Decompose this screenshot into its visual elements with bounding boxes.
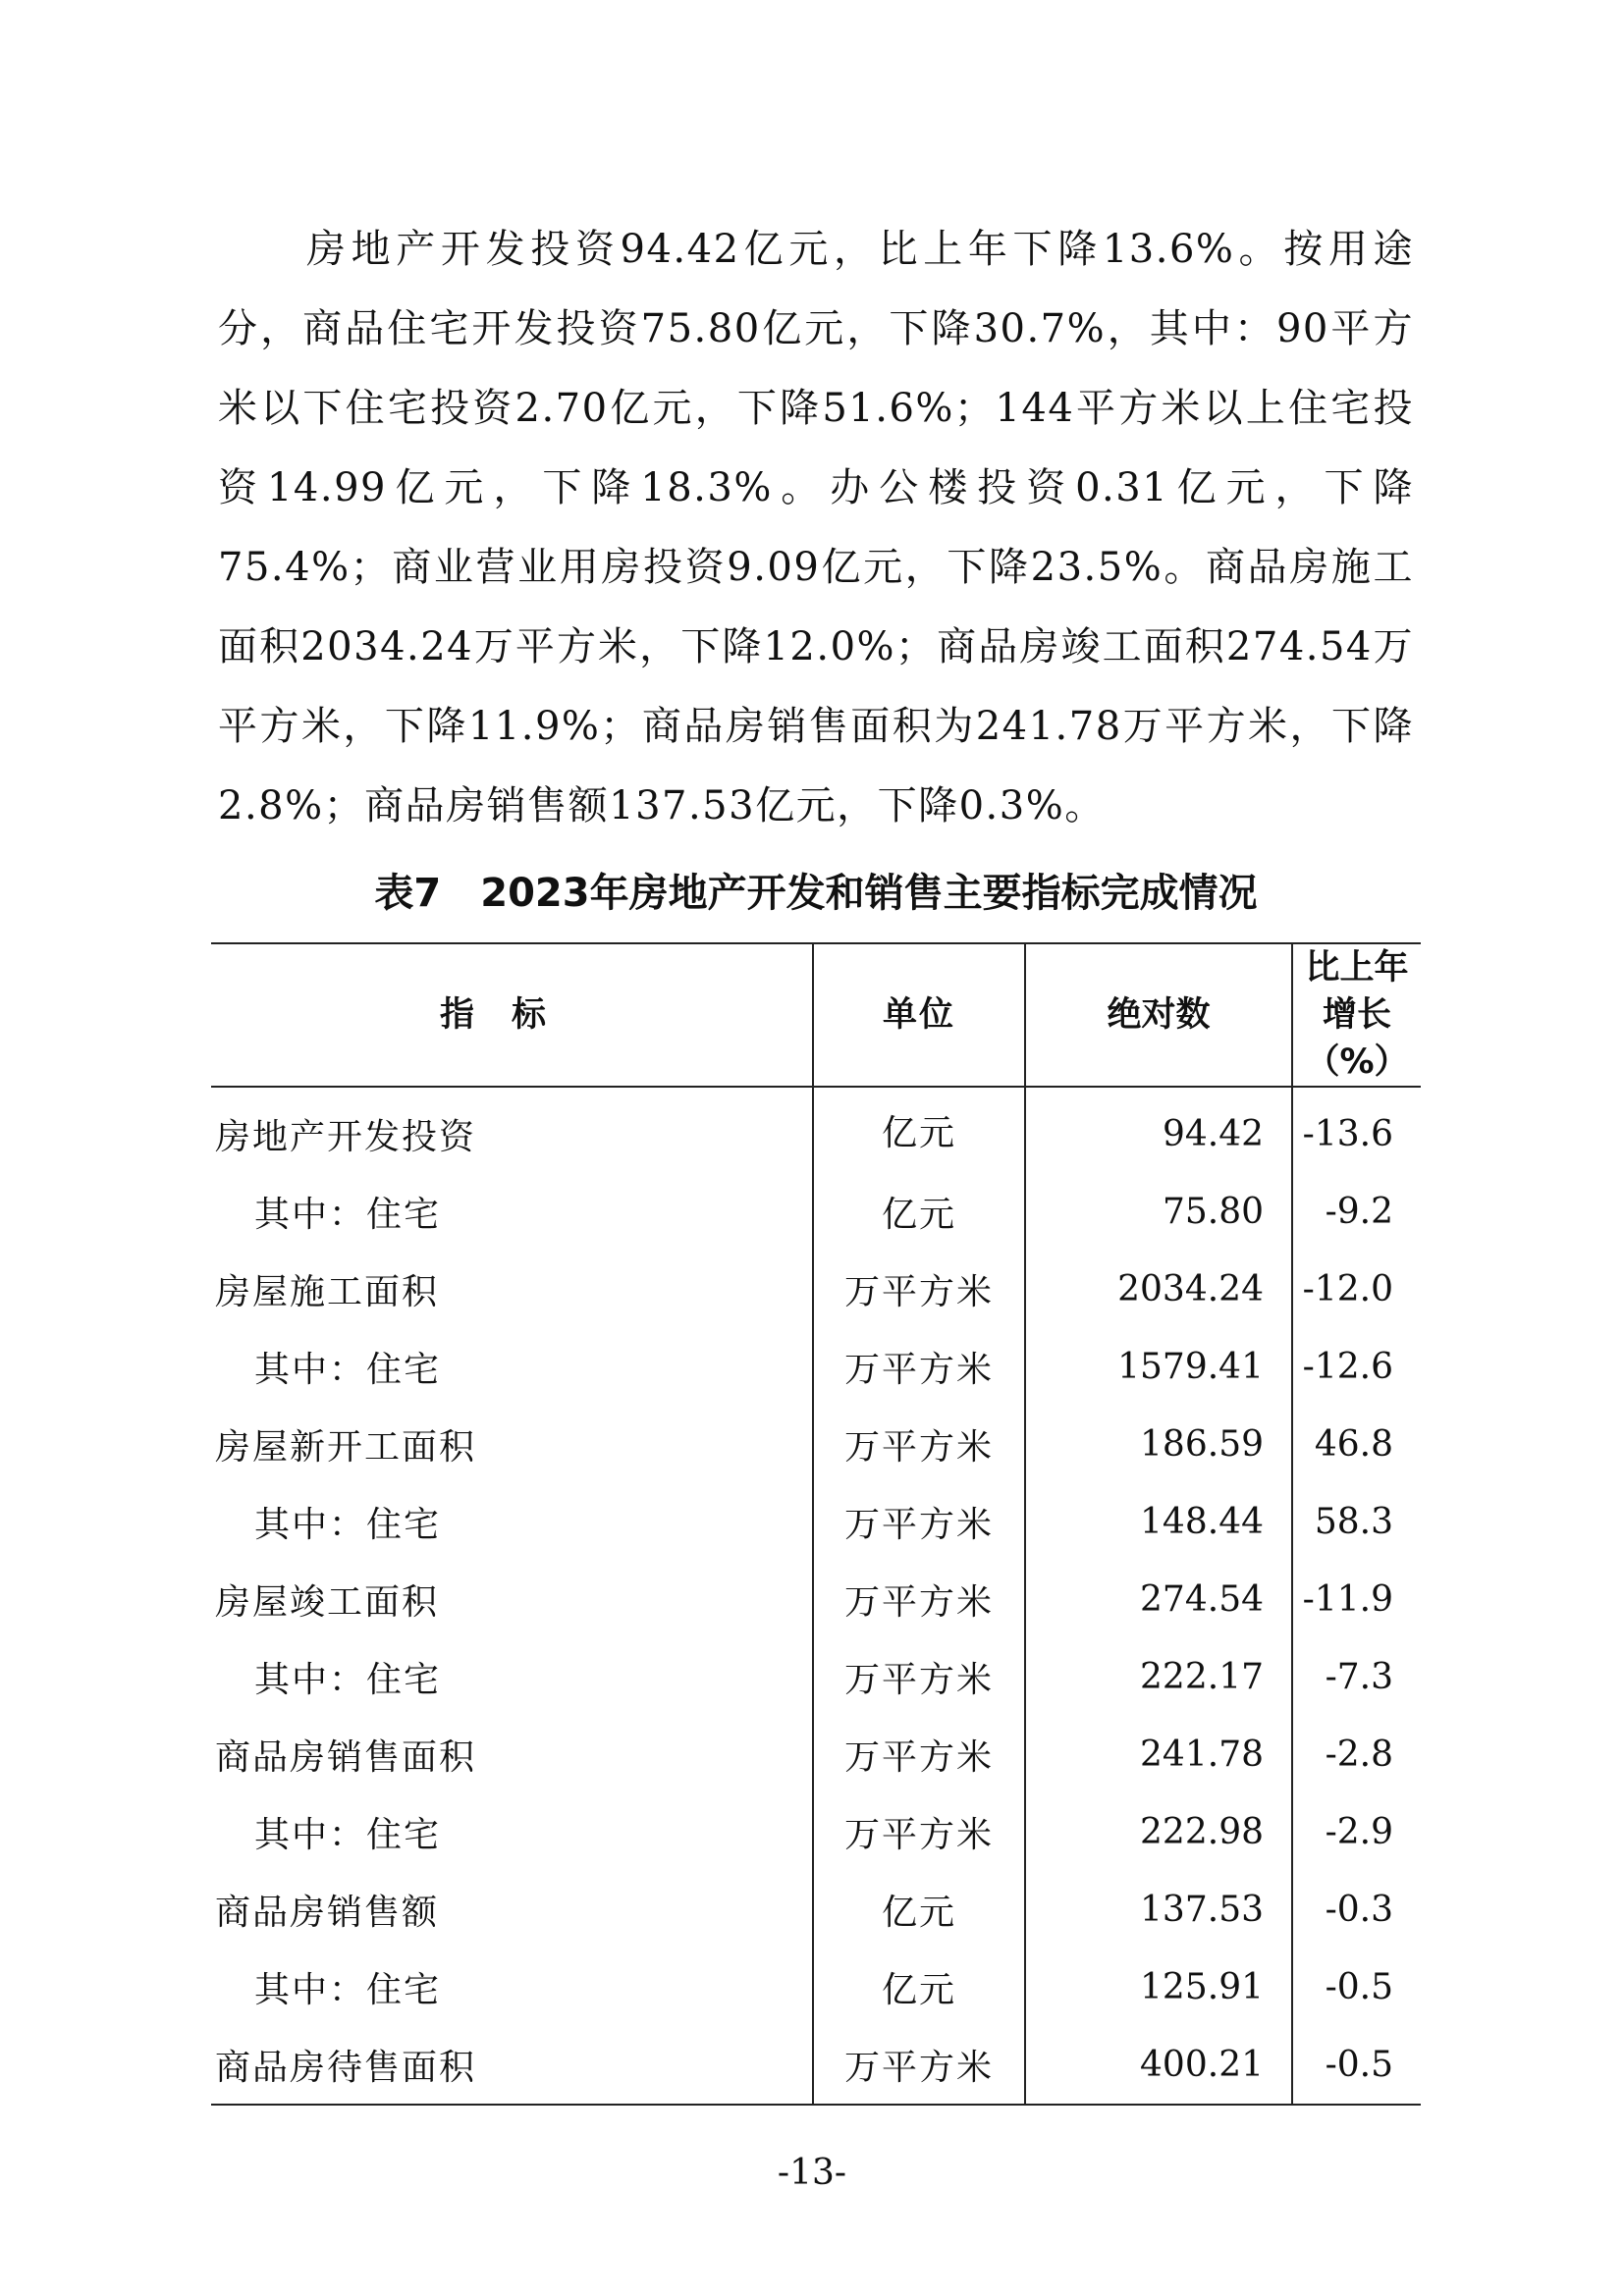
unit-cell: 万平方米 <box>813 1793 1025 1871</box>
absolute-value-cell: 222.17 <box>1025 1638 1292 1716</box>
table-row <box>211 1716 1421 1793</box>
absolute-value-cell: 186.59 <box>1025 1406 1292 1483</box>
indicator-cell: 其中：住宅 <box>254 1350 442 1390</box>
table-row <box>211 1173 1421 1251</box>
table-row <box>211 1638 1421 1716</box>
unit-cell: 万平方米 <box>813 1328 1025 1406</box>
unit-cell: 亿元 <box>813 1087 1025 1173</box>
growth-cell: 58.3 <box>1292 1483 1421 1561</box>
indicator-cell: 其中：住宅 <box>254 1505 442 1545</box>
growth-cell: -2.9 <box>1292 1793 1421 1871</box>
header-indicator: 指标 <box>211 943 813 1087</box>
body-paragraph: 房地产开发投资94.42亿元，比上年下降13.6%。按用途分，商品住宅开发投资75.80亿元，下降30.7%，其中：90平方米以下住宅投资2.70亿元，下降51.6%；144平方米以上住宅投资14.99亿元，下降18.3%。办公楼投资0.31亿元，下降75.4%；商业营业用房投资9.09亿元，下降23.5%。商品房施工面积2034.24万平方米，下降12.0%；商品房竣工面积274.54万平方米，下降11.9%；商品房销售面积为241.78万平方米，下降2.8%；商品房销售额137.53亿元，下降0.3%。 <box>218 227 1414 828</box>
unit-cell: 万平方米 <box>813 1406 1025 1483</box>
growth-cell: -0.3 <box>1292 1871 1421 1949</box>
indicator-cell: 其中：住宅 <box>254 1660 442 1700</box>
indicator-cell: 商品房销售额 <box>215 1893 440 1933</box>
page-number: -13- <box>777 2153 847 2193</box>
indicator-cell: 房地产开发投资 <box>215 1117 477 1157</box>
unit-cell: 万平方米 <box>813 1251 1025 1328</box>
absolute-value-cell: 222.98 <box>1025 1793 1292 1871</box>
table-row <box>211 2026 1421 2105</box>
header-growth <box>1292 943 1421 1087</box>
indicator-cell: 房屋竣工面积 <box>215 1582 440 1623</box>
table-row <box>211 1793 1421 1871</box>
absolute-value-cell: 241.78 <box>1025 1716 1292 1793</box>
growth-cell: -0.5 <box>1292 1949 1421 2026</box>
unit-cell: 万平方米 <box>813 1561 1025 1638</box>
table-header-row <box>211 943 1421 1087</box>
absolute-value-cell: 1579.41 <box>1025 1328 1292 1406</box>
table-row <box>211 1483 1421 1561</box>
unit-cell: 亿元 <box>813 1949 1025 2026</box>
indicator-cell: 房屋新开工面积 <box>215 1427 477 1468</box>
absolute-value-cell: 2034.24 <box>1025 1251 1292 1328</box>
absolute-value-cell: 400.21 <box>1025 2026 1292 2105</box>
indicator-cell: 商品房销售面积 <box>215 1737 477 1778</box>
unit-cell: 万平方米 <box>813 1716 1025 1793</box>
indicator-cell: 其中：住宅 <box>254 1815 442 1855</box>
growth-cell: -7.3 <box>1292 1638 1421 1716</box>
unit-cell: 亿元 <box>813 1173 1025 1251</box>
header-growth-line2: 增长（%） <box>1305 995 1409 1082</box>
table-row <box>211 1087 1421 1173</box>
growth-cell: 46.8 <box>1292 1406 1421 1483</box>
table-row <box>211 1561 1421 1638</box>
unit-cell: 万平方米 <box>813 1483 1025 1561</box>
table-row <box>211 1871 1421 1949</box>
table-row <box>211 1328 1421 1406</box>
absolute-value-cell: 94.42 <box>1025 1087 1292 1173</box>
table-row <box>211 1251 1421 1328</box>
growth-cell: -12.0 <box>1292 1251 1421 1328</box>
absolute-value-cell: 274.54 <box>1025 1561 1292 1638</box>
growth-cell: -11.9 <box>1292 1561 1421 1638</box>
table-row <box>211 1406 1421 1483</box>
absolute-value-cell: 75.80 <box>1025 1173 1292 1251</box>
unit-cell: 万平方米 <box>813 1638 1025 1716</box>
indicator-cell: 商品房待售面积 <box>211 2026 813 2105</box>
table-body <box>211 1087 1421 2105</box>
growth-cell: -0.5 <box>1292 2026 1421 2105</box>
indicator-table <box>211 942 1421 2106</box>
table-row <box>211 1949 1421 2026</box>
unit-cell: 万平方米 <box>813 2026 1025 2105</box>
indicator-cell: 房屋施工面积 <box>215 1272 440 1312</box>
absolute-value-cell: 125.91 <box>1025 1949 1292 2026</box>
growth-cell: -12.6 <box>1292 1328 1421 1406</box>
indicator-cell: 其中：住宅 <box>254 1970 442 2010</box>
growth-cell: -9.2 <box>1292 1173 1421 1251</box>
table-title: 表7 2023年房地产开发和销售主要指标完成情况 <box>374 871 1258 916</box>
absolute-value-cell: 137.53 <box>1025 1871 1292 1949</box>
header-growth-line1: 比上年 <box>1305 948 1409 988</box>
growth-cell: -2.8 <box>1292 1716 1421 1793</box>
indicator-cell: 其中：住宅 <box>254 1195 442 1235</box>
growth-cell: -13.6 <box>1292 1087 1421 1173</box>
header-unit: 单位 <box>813 943 1025 1087</box>
absolute-value-cell: 148.44 <box>1025 1483 1292 1561</box>
header-absolute: 绝对数 <box>1025 943 1292 1087</box>
unit-cell: 亿元 <box>813 1871 1025 1949</box>
